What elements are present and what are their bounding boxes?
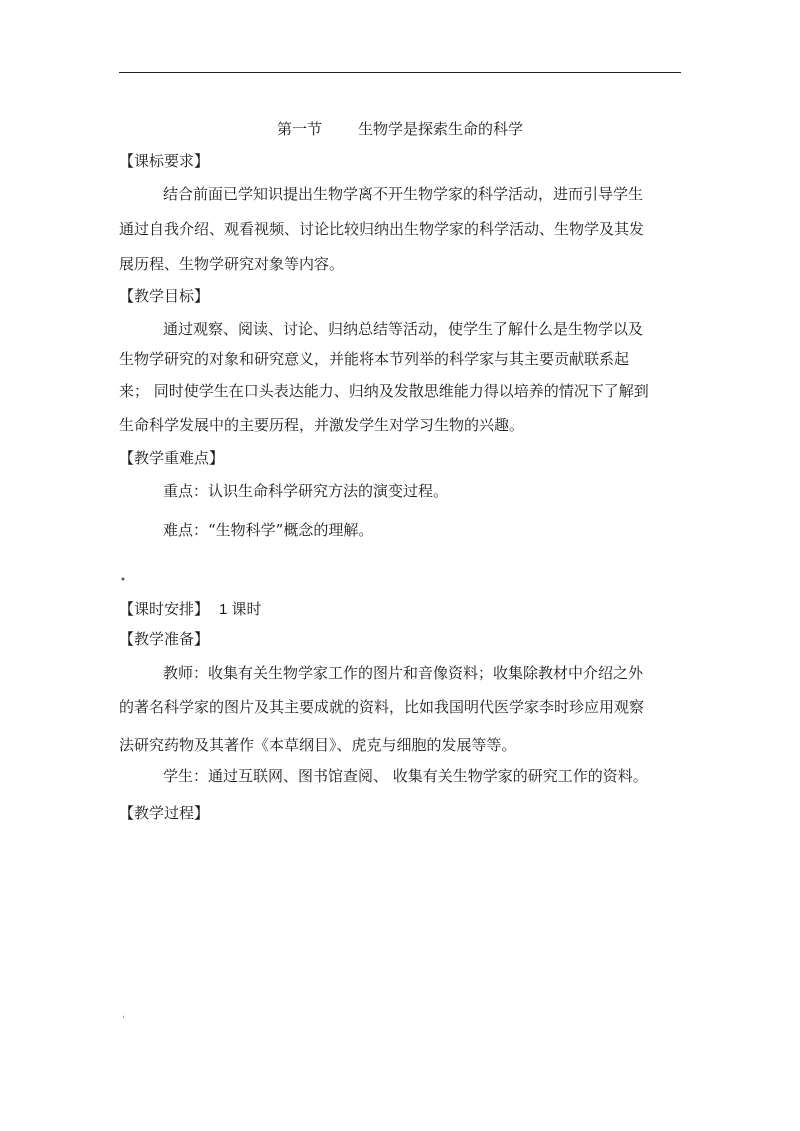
goals-line-1: 通过观察、阅读、讨论、归纳总结等活动，使学生了解什么是生物学以及 — [163, 320, 644, 338]
section-number: 第一节 — [276, 120, 322, 138]
schedule-value: 1 课时 — [219, 601, 262, 618]
footer-mark: ‘ — [122, 1015, 126, 1026]
stray-dot: • — [120, 575, 126, 586]
teacher-line-3: 法研究药物及其著作《本草纲目》、虎克与细胞的发展等等。 — [119, 736, 517, 754]
difficulty-text: 难点：“生物科学”概念的理解。 — [163, 521, 374, 539]
curriculum-line-2: 通过自我介绍、观看视频、讨论比较归纳出生物学家的科学活动、生物学及其发 — [119, 220, 645, 238]
focus-text: 重点：认识生命科学研究方法的演变过程。 — [163, 482, 449, 500]
goals-line-2: 生物学研究的对象和研究意义，并能将本节列举的科学家与其主要贡献联系起 — [119, 350, 630, 368]
teacher-line-2: 的著名科学家的图片及其主要成就的资料，比如我国明代医学家李时珍应用观察 — [119, 698, 645, 716]
section-name: 生物学是探索生命的科学 — [358, 120, 524, 138]
process-heading: 【教学过程】 — [119, 804, 210, 822]
curriculum-line-3: 展历程、生物学研究对象等内容。 — [119, 255, 345, 273]
goals-line-3: 来； 同时使学生在口头表达能力、归纳及发散思维能力得以培养的情况下了解到 — [119, 382, 649, 400]
schedule-heading — [119, 598, 262, 619]
preparation-heading: 【教学准备】 — [119, 630, 210, 648]
student-text: 学生：通过互联网、图书馆查阅、 收集有关生物学家的研究工作的资料。 — [163, 767, 648, 785]
curriculum-line-1: 结合前面已学知识提出生物学离不开生物学家的科学活动，进而引导学生 — [163, 185, 644, 203]
page-title — [0, 118, 800, 139]
goals-line-4: 生命科学发展中的主要历程，并激发学生对学习生物的兴趣。 — [119, 416, 525, 434]
key-points-heading: 【教学重难点】 — [119, 449, 225, 467]
schedule-label: 【课时安排】 — [119, 600, 210, 618]
curriculum-heading: 【课标要求】 — [119, 152, 210, 170]
header-rule — [119, 72, 681, 73]
teacher-line-1: 教师：收集有关生物学家工作的图片和音像资料；收集除教材中介绍之外 — [163, 664, 644, 682]
goals-heading: 【教学目标】 — [119, 287, 210, 305]
